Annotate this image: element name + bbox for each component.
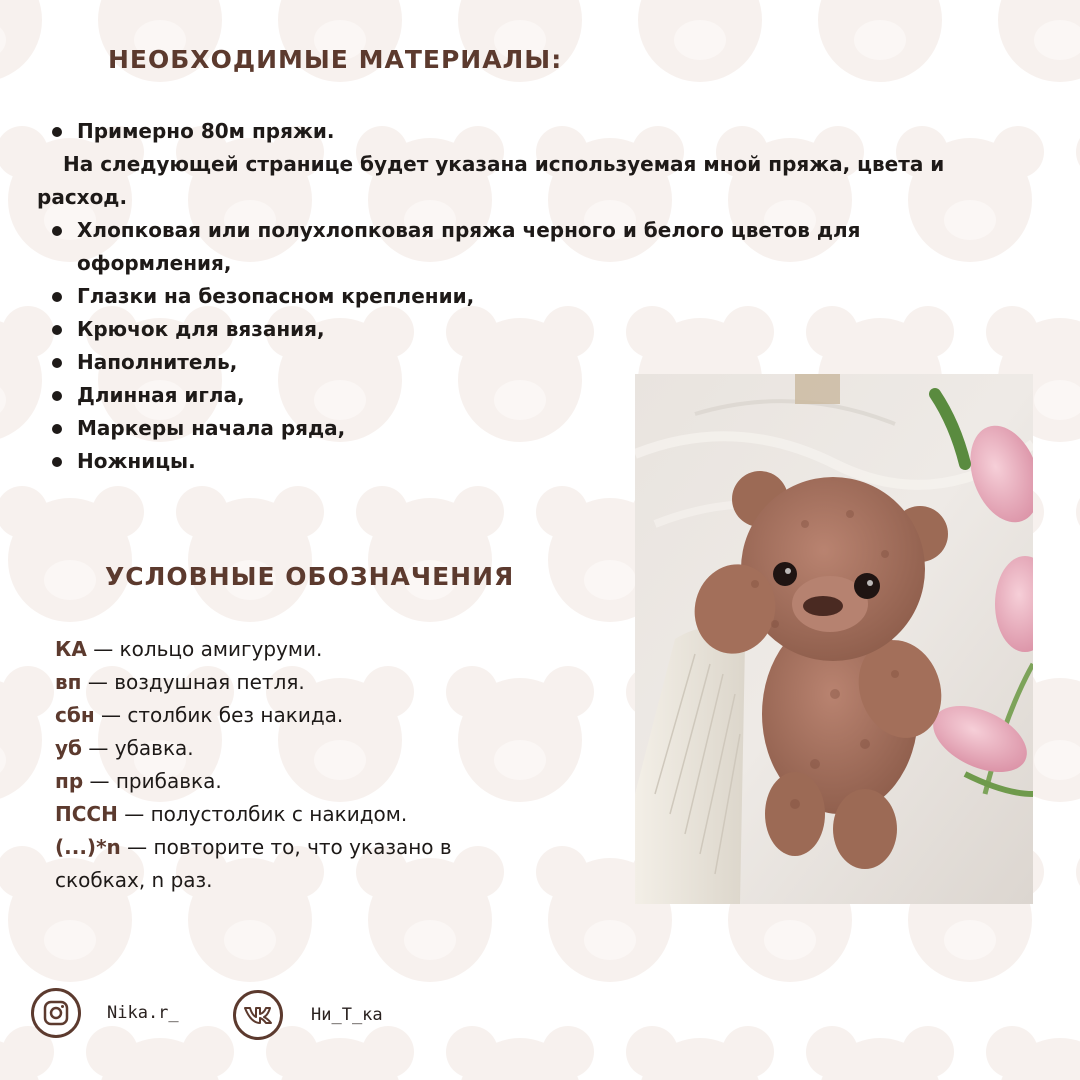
materials-item-safety-eyes: Глазки на безопасном креплении,	[77, 284, 475, 308]
legend-desc: полустолбик с накидом.	[150, 802, 408, 826]
bullet	[52, 391, 62, 401]
materials-item-scissors: Ножницы.	[77, 449, 196, 473]
legend-abbr: вп	[55, 670, 82, 694]
legend-desc: убавка.	[114, 736, 194, 760]
materials-item-yarn-amount: Примерно 80м пряжи.	[77, 119, 335, 143]
legend-desc: воздушная петля.	[114, 670, 305, 694]
vk-icon[interactable]	[233, 990, 283, 1040]
legend-abbr: КА	[55, 637, 87, 661]
materials-heading: НЕОБХОДИМЫЕ МАТЕРИАЛЫ:	[108, 45, 563, 74]
legend-dash: —	[89, 769, 110, 793]
legend-item-continuation: скобках, n раз.	[55, 868, 213, 892]
legend-item	[55, 765, 222, 798]
legend-abbr: ПССН	[55, 802, 118, 826]
legend-dash: —	[88, 736, 109, 760]
materials-item-markers: Маркеры начала ряда,	[77, 416, 346, 440]
vk-handle[interactable]: Ни_Т_ка	[311, 1005, 383, 1025]
legend-desc: столбик без накида.	[127, 703, 344, 727]
legend-dash: —	[124, 802, 145, 826]
legend-item	[55, 798, 407, 831]
legend-abbr: пр	[55, 769, 84, 793]
instagram-icon[interactable]	[31, 988, 81, 1038]
materials-note-line1: На следующей странице будет указана используемая мной пряжа, цвета и	[63, 152, 945, 176]
materials-item-long-needle: Длинная игла,	[77, 383, 245, 407]
legend-heading: УСЛОВНЫЕ ОБОЗНАЧЕНИЯ	[105, 562, 515, 591]
materials-item-cotton-yarn-cont: оформления,	[77, 251, 232, 275]
legend-item	[55, 732, 194, 765]
bullet	[52, 424, 62, 434]
bullet	[52, 127, 62, 137]
legend-dash: —	[93, 637, 114, 661]
legend-item	[55, 699, 343, 732]
bullet	[52, 358, 62, 368]
materials-note-line2: расход.	[37, 185, 128, 209]
teddy-bear-photo	[635, 374, 1033, 904]
materials-item-cotton-yarn: Хлопковая или полухлопковая пряжа черного и белого цветов для	[77, 218, 861, 242]
materials-item-stuffing: Наполнитель,	[77, 350, 238, 374]
legend-desc: прибавка.	[115, 769, 222, 793]
bullet	[52, 325, 62, 335]
materials-item-hook: Крючок для вязания,	[77, 317, 325, 341]
legend-desc: кольцо амигуруми.	[119, 637, 323, 661]
legend-item	[55, 633, 322, 666]
legend-item	[55, 831, 452, 864]
legend-dash: —	[127, 835, 148, 859]
legend-abbr: уб	[55, 736, 83, 760]
instagram-handle[interactable]: Nika.r_	[107, 1003, 179, 1023]
legend-abbr: сбн	[55, 703, 95, 727]
legend-desc: повторите то, что указано в	[153, 835, 452, 859]
bullet	[52, 226, 62, 236]
bullet	[52, 457, 62, 467]
bullet	[52, 292, 62, 302]
legend-dash: —	[101, 703, 121, 727]
legend-item	[55, 666, 305, 699]
legend-dash: —	[87, 670, 108, 694]
legend-abbr: (...)*n	[55, 835, 121, 859]
